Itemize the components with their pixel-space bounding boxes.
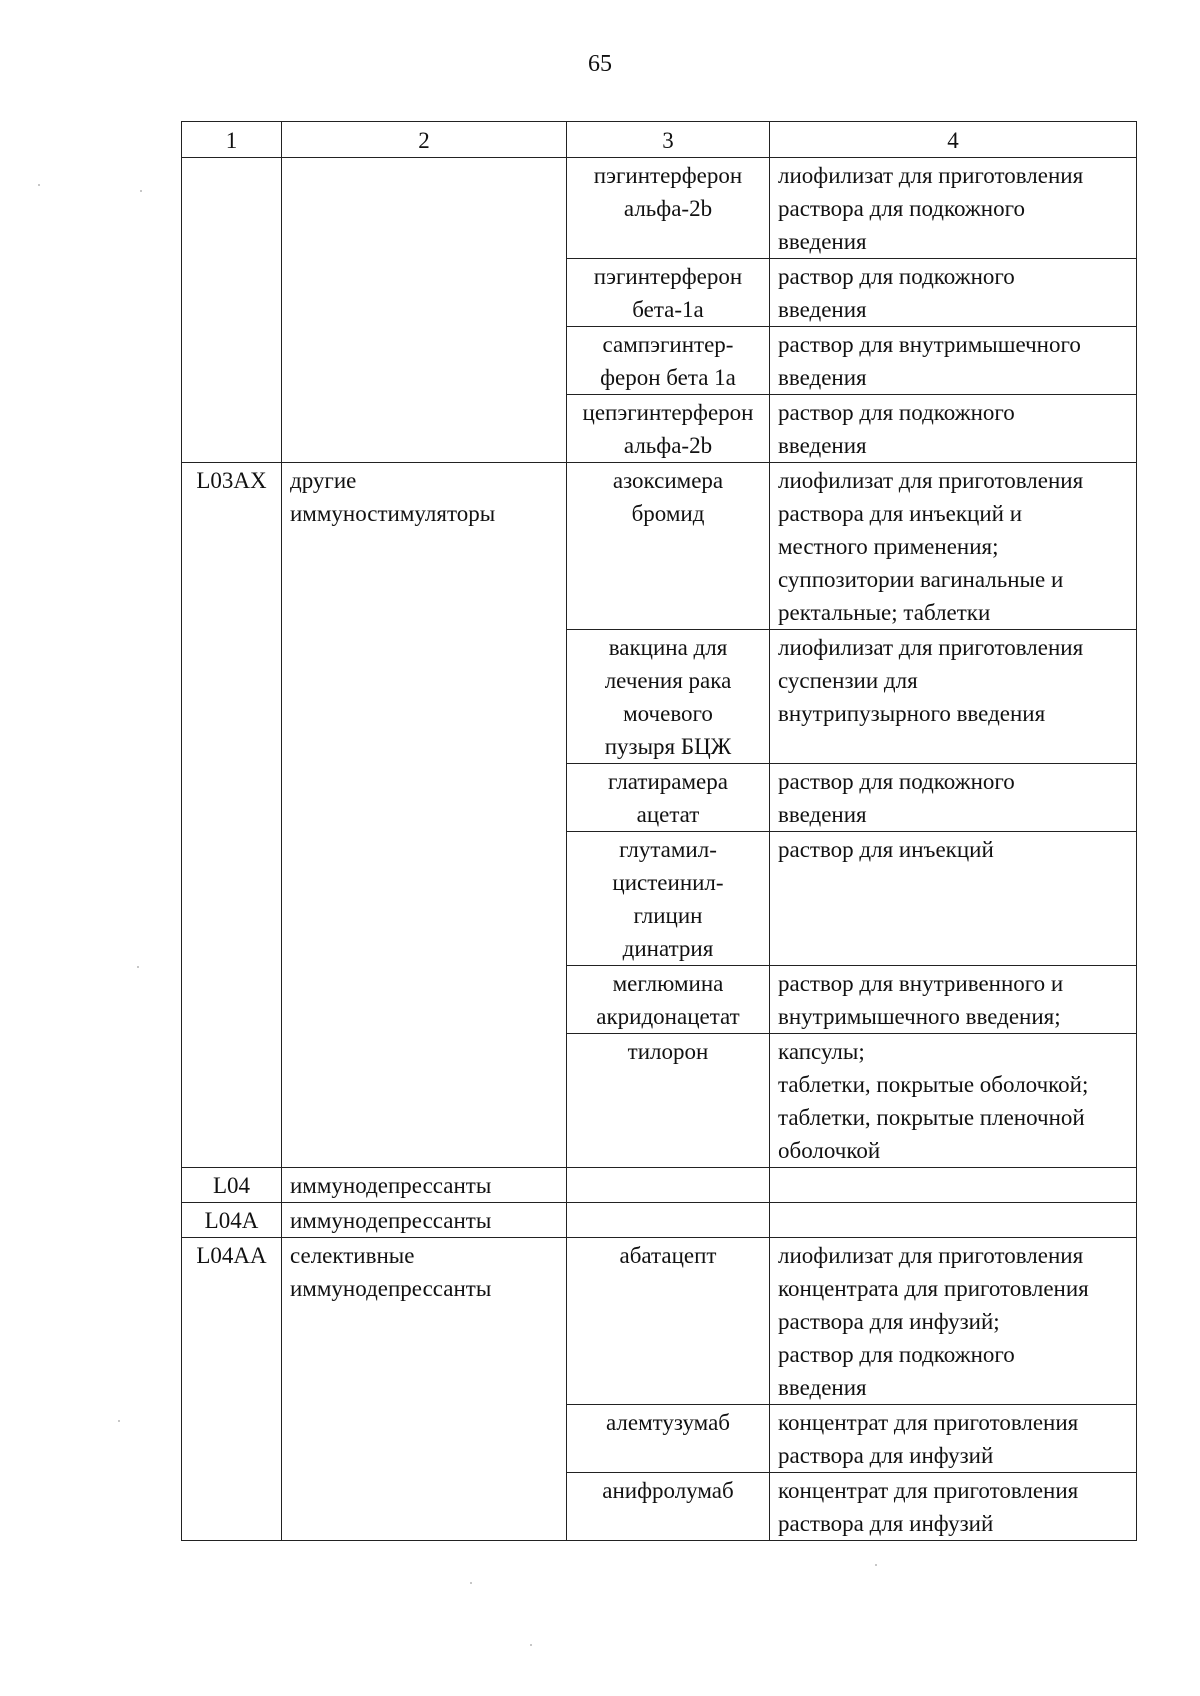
cell-line: альфа-2b xyxy=(623,196,713,221)
dosage-form-cell xyxy=(770,966,1137,1034)
table-row xyxy=(182,463,1137,630)
table-row xyxy=(182,158,1137,259)
cell-line: раствор для подкожного xyxy=(778,400,1015,425)
cell-line: раствора для подкожного xyxy=(778,196,1025,221)
table-row xyxy=(182,1238,1137,1405)
cell-line: лиофилизат для приготовления xyxy=(778,1243,1084,1268)
cell-line: бромид xyxy=(631,501,705,526)
cell-line: введения xyxy=(778,433,867,458)
cell-line: тилорон xyxy=(627,1039,709,1064)
dosage-form-cell xyxy=(770,158,1137,259)
dosage-form-cell xyxy=(770,1168,1137,1203)
scan-speck xyxy=(530,1644,532,1646)
cell-line: лечения рака xyxy=(604,668,732,693)
cell-line: лиофилизат для приготовления xyxy=(778,163,1084,188)
cell-line: раствор для внутривенного и xyxy=(778,971,1064,996)
cell-line: введения xyxy=(778,297,867,322)
dosage-form-cell xyxy=(770,395,1137,463)
scan-speck xyxy=(140,190,142,192)
dosage-form-cell xyxy=(770,1034,1137,1168)
cell-line: раствор для подкожного xyxy=(778,264,1015,289)
cell-line: лиофилизат для приготовления xyxy=(778,635,1084,660)
cell-line: введения xyxy=(778,802,867,827)
drug-name-cell xyxy=(567,832,770,966)
scan-speck xyxy=(875,1564,877,1566)
dosage-form-cell xyxy=(770,832,1137,966)
atc-code-cell: L04AA xyxy=(182,1238,282,1541)
drug-name-cell xyxy=(567,1405,770,1473)
cell-line: селективные xyxy=(290,1243,415,1268)
cell-line: введения xyxy=(778,365,867,390)
cell-line: раствора для инфузий; xyxy=(778,1309,1000,1334)
table-body xyxy=(182,122,1137,1541)
dosage-form-cell xyxy=(770,259,1137,327)
cell-line: капсулы; xyxy=(778,1039,865,1064)
cell-line: алемтузумаб xyxy=(605,1410,730,1435)
drug-name-cell xyxy=(567,463,770,630)
cell-line: цистеинил- xyxy=(612,870,724,895)
cell-line: введения xyxy=(778,1375,867,1400)
atc-code-cell: L04A xyxy=(182,1203,282,1238)
group-name-cell xyxy=(282,463,567,1168)
cell-line: анифролумаб xyxy=(602,1478,734,1503)
cell-line: вакцина для xyxy=(608,635,728,660)
cell-line: раствора для инфузий xyxy=(778,1511,994,1536)
dosage-form-cell xyxy=(770,630,1137,764)
cell-line: таблетки, покрытые пленочной xyxy=(778,1105,1085,1130)
group-name-cell xyxy=(282,1203,567,1238)
dosage-form-cell xyxy=(770,1473,1137,1541)
drug-name-cell xyxy=(567,1238,770,1405)
header-cell-2: 2 xyxy=(282,122,567,158)
cell-line: суспензии для xyxy=(778,668,918,693)
table-row xyxy=(182,1203,1137,1238)
cell-line: пэгинтерферон xyxy=(593,264,743,289)
cell-line: глатирамера xyxy=(608,769,728,794)
cell-line: концентрат для приготовления xyxy=(778,1410,1079,1435)
atc-code-cell: L04 xyxy=(182,1168,282,1203)
table-row xyxy=(182,1168,1137,1203)
drug-name-cell xyxy=(567,259,770,327)
cell-line: бета-1a xyxy=(632,297,704,322)
scan-speck xyxy=(137,966,139,968)
drug-name-cell xyxy=(567,630,770,764)
group-name-cell xyxy=(282,158,567,463)
cell-line: ректальные; таблетки xyxy=(778,600,991,625)
dosage-form-cell xyxy=(770,1238,1137,1405)
cell-line: таблетки, покрытые оболочкой; xyxy=(778,1072,1089,1097)
drug-name-cell xyxy=(567,1034,770,1168)
cell-line: концентрат для приготовления xyxy=(778,1478,1079,1503)
cell-line: иммунодепрессанты xyxy=(290,1276,492,1301)
cell-line: глутамил- xyxy=(619,837,717,862)
cell-line: азоксимера xyxy=(612,468,724,493)
dosage-form-cell xyxy=(770,1405,1137,1473)
drug-name-cell xyxy=(567,1203,770,1238)
cell-line: внутримышечного введения; xyxy=(778,1004,1061,1029)
dosage-form-cell xyxy=(770,764,1137,832)
drug-name-cell xyxy=(567,158,770,259)
cell-line: другие xyxy=(290,468,357,493)
dosage-form-cell xyxy=(770,1203,1137,1238)
header-cell-4: 4 xyxy=(770,122,1137,158)
cell-line: раствора для инъекций и xyxy=(778,501,1023,526)
cell-line: иммуностимуляторы xyxy=(290,501,496,526)
cell-line: ацетат xyxy=(636,802,700,827)
cell-line: цепэгинтерферон xyxy=(582,400,754,425)
cell-line: пузыря БЦЖ xyxy=(604,734,732,759)
cell-line: мочевого xyxy=(623,701,713,726)
cell-line: раствора для инфузий xyxy=(778,1443,994,1468)
cell-line: абатацепт xyxy=(619,1243,717,1268)
scan-speck xyxy=(38,184,40,186)
header-cell-1: 1 xyxy=(182,122,282,158)
cell-line: акридонацетат xyxy=(596,1004,740,1029)
cell-line: концентрата для приготовления xyxy=(778,1276,1089,1301)
cell-line: иммунодепрессанты xyxy=(290,1208,492,1233)
drug-name-cell xyxy=(567,327,770,395)
cell-line: раствор для подкожного xyxy=(778,769,1015,794)
page-number: 65 xyxy=(588,51,612,77)
drug-table xyxy=(181,121,1137,1541)
header-cell-3: 3 xyxy=(567,122,770,158)
cell-line: суппозитории вагинальные и xyxy=(778,567,1064,592)
group-name-cell xyxy=(282,1168,567,1203)
drug-name-cell xyxy=(567,764,770,832)
cell-line: местного применения; xyxy=(778,534,999,559)
scan-speck xyxy=(470,1582,472,1584)
cell-line: сампэгинтер- xyxy=(602,332,734,357)
group-name-cell xyxy=(282,1238,567,1541)
scan-speck xyxy=(118,1420,120,1422)
cell-line: меглюмина xyxy=(612,971,724,996)
cell-line: пэгинтерферон xyxy=(593,163,743,188)
drug-name-cell xyxy=(567,966,770,1034)
cell-line: иммунодепрессанты xyxy=(290,1173,492,1198)
cell-line: глицин xyxy=(633,903,703,928)
dosage-form-cell xyxy=(770,463,1137,630)
cell-line: оболочкой xyxy=(778,1138,881,1163)
cell-line: внутрипузырного введения xyxy=(778,701,1046,726)
cell-line: динатрия xyxy=(622,936,714,961)
cell-line: раствор для подкожного xyxy=(778,1342,1015,1367)
dosage-form-cell xyxy=(770,327,1137,395)
atc-code-cell xyxy=(182,158,282,463)
cell-line: введения xyxy=(778,229,867,254)
cell-line: лиофилизат для приготовления xyxy=(778,468,1084,493)
header-row xyxy=(182,122,1137,158)
drug-name-cell xyxy=(567,1473,770,1541)
cell-line: ферон бета 1а xyxy=(600,365,736,390)
atc-code-cell: L03AX xyxy=(182,463,282,1168)
drug-name-cell xyxy=(567,395,770,463)
cell-line: раствор для внутримышечного xyxy=(778,332,1081,357)
drug-name-cell xyxy=(567,1168,770,1203)
cell-line: раствор для инъекций xyxy=(778,837,994,862)
cell-line: альфа-2b xyxy=(623,433,713,458)
